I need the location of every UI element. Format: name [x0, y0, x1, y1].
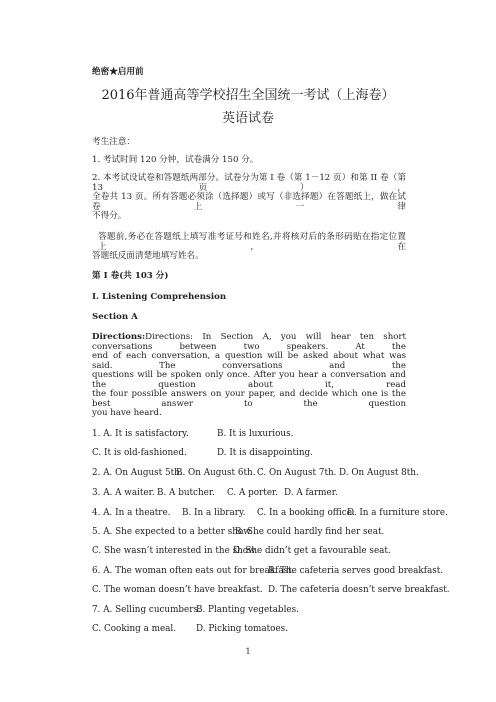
q4-option-a: 4. A. In a theatre.	[92, 508, 171, 518]
notice-item-3-line-2: 答题纸反面清楚地填写姓名。	[92, 251, 204, 261]
q6-option-d: D. The cafeteria doesn’t serve breakfast.	[268, 585, 450, 595]
exam-title: 2016年普通高等学校招生全国统一考试（上海卷）	[101, 88, 395, 103]
q7-option-b: B. Planting vegetables.	[196, 605, 299, 615]
q5-option-b: B. She could hardly find her seat.	[235, 527, 385, 537]
notice-item-2-line-1: 2. 本考试设试卷和答题纸两部分。试卷分为第 I 卷（第 1－12 页）和第 II 卷（第 13 页），	[92, 173, 406, 194]
q4-option-c: C. In a booking office.	[257, 508, 355, 518]
q5-option-a: 5. A. She expected to a better show.	[92, 527, 253, 537]
section-a-title: Section A	[92, 312, 138, 322]
directions-line-3: questions will be spoken only once. After you hear a conversation and the question about it, read	[92, 370, 406, 391]
directions-text: Directions: In Section A, you will hear ten short conversations between two speakers. At the	[92, 332, 406, 353]
q7-option-d: D. Picking tomatoes.	[196, 624, 288, 634]
directions-line-5: you have heard.	[92, 408, 162, 418]
q4-option-d: D. In a furniture store.	[347, 508, 448, 518]
q2-option-a: 2. A. On August 5th.	[92, 468, 183, 478]
q7-option-c: C. Cooking a meal.	[92, 624, 177, 634]
directions-line-1: Directions:Directions: In Section A, you will hear ten short conversations between two speakers. At the	[92, 332, 406, 353]
q4-option-b: B. In a library.	[182, 508, 246, 518]
q2-option-c: C. On August 7th.	[257, 468, 337, 478]
directions-line-4: the four possible answers on your paper, and decide which one is the best answer to the question	[92, 389, 406, 410]
q1-option-c: C. It is old-fashioned.	[92, 448, 187, 458]
secret-label: 绝密★启用前	[92, 67, 144, 77]
q5-option-d: D. She didn’t get a favourable seat.	[233, 546, 391, 556]
page-number: 1	[245, 647, 251, 656]
part-1-heading: 第 I 卷(共 103 分)	[92, 271, 169, 281]
directions-line-2: end of each conversation, a question will be asked about what was said. The conversations and the	[92, 351, 406, 372]
section-title: I. Listening Comprehension	[92, 292, 227, 302]
q2-option-b: B. On August 6th.	[176, 468, 256, 478]
notice-item-2-line-2: 全卷共 13 页。所有答题必须涂（选择题）或写（非选择题）在答题纸上，做在试卷上一律	[92, 192, 406, 213]
q7-option-a: 7. A. Selling cucumbers.	[92, 605, 201, 615]
notice-item-2-line-3: 不得分。	[92, 211, 127, 221]
q6-option-a: 6. A. The woman often eats out for breakfast.	[92, 566, 295, 576]
q3-option-c: C. A porter.	[227, 488, 279, 498]
q3-option-a: 3. A. A waiter.	[92, 488, 155, 498]
q1-option-a: 1. A. It is satisfactory.	[92, 429, 189, 439]
q5-option-c: C. She wasn’t interested in the show.	[92, 546, 258, 556]
notice-item-1: 1. 考试时间 120 分钟，试卷满分 150 分。	[92, 155, 259, 165]
notice-item-3-line-1: 答题前,务必在答题纸上填写准考证号和姓名,并将核对后的条形码贴在指定位置上,在	[98, 232, 406, 253]
q1-option-d: D. It is disappointing.	[217, 448, 313, 458]
exam-subtitle: 英语试卷	[221, 111, 274, 126]
q3-option-d: D. A farmer.	[284, 488, 338, 498]
q6-option-b: B. The cafeteria serves good breakfast.	[268, 566, 444, 576]
q3-option-b: B. A butcher.	[157, 488, 215, 498]
notice-label: 考生注意：	[92, 137, 135, 147]
q6-option-c: C. The woman doesn’t have breakfast.	[92, 585, 263, 595]
q1-option-b: B. It is luxurious.	[217, 429, 294, 439]
q2-option-d: D. On August 8th.	[339, 468, 419, 478]
